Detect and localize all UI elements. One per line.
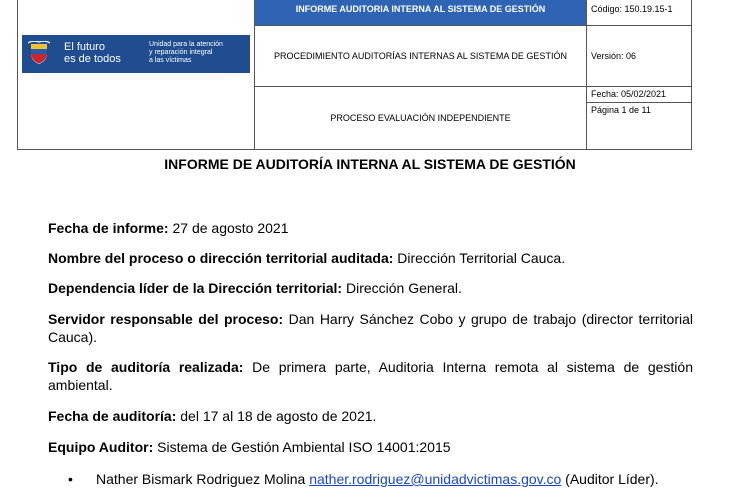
document-title: INFORME DE AUDITORÍA INTERNA AL SISTEMA DE GESTIÓN [164, 156, 576, 172]
header-fecha-pagina [587, 87, 692, 150]
header-fecha: Fecha: 05/02/2021 [591, 89, 667, 99]
logo-band [22, 35, 250, 73]
coat-of-arms-icon [28, 41, 50, 65]
field-fecha-informe: Fecha de informe: 27 de agosto 2021 [48, 220, 289, 236]
logo-unidad-text: Unidad para la atención y reparación integral a las víctimas [149, 41, 223, 64]
field-tipo-auditoria: Tipo de auditoría realizada: De primera parte, Auditoria Interna remota al sistema de gestión ambiental. [48, 359, 693, 393]
header-codigo: Código: 150.19.15-1 [587, 0, 692, 26]
document-header-table [17, 0, 692, 150]
header-procedure-title: PROCEDIMIENTO AUDITORÍAS INTERNAS AL SISTEMA DE GESTIÓN [255, 26, 587, 87]
field-nombre-proceso: Nombre del proceso o dirección territorial auditada: Dirección Territorial Cauca. [48, 250, 566, 266]
bullet-icon: • [68, 471, 73, 487]
auditor-name: Nather Bismark Rodriguez Molina [96, 471, 310, 487]
list-item [48, 470, 693, 488]
logo-cell [18, 0, 255, 150]
auditor-list [48, 470, 693, 488]
header-version: Versión: 06 [587, 26, 692, 87]
field-equipo-auditor: Equipo Auditor: Sistema de Gestión Ambiental ISO 14001:2015 [48, 439, 451, 455]
field-dependencia: Dependencia líder de la Dirección territorial: Dirección General. [48, 280, 462, 296]
header-pagina: Página 1 de 11 [587, 102, 691, 117]
auditor-role: (Auditor Líder). [561, 471, 659, 487]
header-process-title: PROCESO EVALUACIÓN INDEPENDIENTE [255, 87, 587, 150]
field-servidor-responsable: Servidor responsable del proceso: Dan Harry Sánchez Cobo y grupo de trabajo (director territorial Cauca). [48, 311, 693, 345]
header-report-title: INFORME AUDITORIA INTERNA AL SISTEMA DE GESTIÓN [255, 0, 587, 26]
logo-slogan: El futuro es de todos [64, 41, 121, 65]
field-fecha-auditoria: Fecha de auditoría: del 17 al 18 de agosto de 2021. [48, 408, 377, 424]
auditor-email-link[interactable]: nather.rodriguez@unidadvictimas.gov.co [309, 471, 562, 487]
